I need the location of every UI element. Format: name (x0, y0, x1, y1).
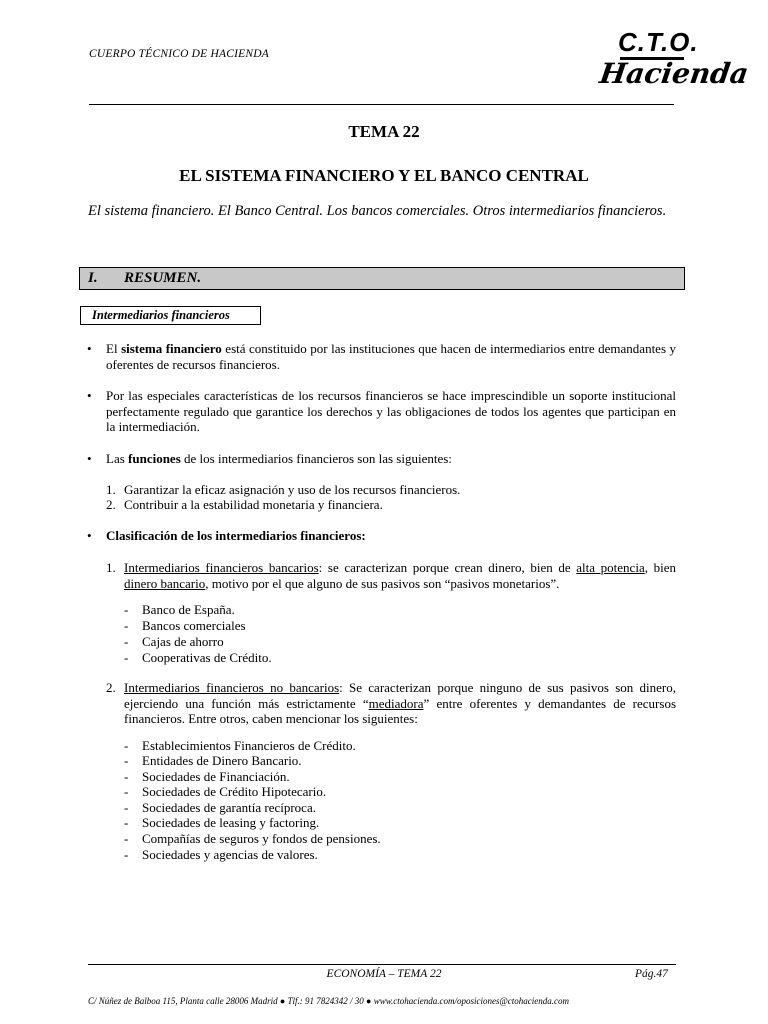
dash-icon: - (124, 738, 129, 753)
footer-address: C/ Núñez de Balboa 115, Planta calle 28006 Madrid ● Tlf.: 91 7824342 / 30 ● www.ctohacienda.com/oposiciones@ctohacienda.com (88, 996, 570, 1006)
dash-icon: - (124, 634, 129, 649)
bold-term: funciones (128, 451, 181, 466)
class-bancarios-text: Intermediarios financieros bancarios: se caracterizan porque crean dinero, bien de alta potencia, bien dinero bancario, motivo por el que alguno de sus pasivos son “pasivos monetarios”. (124, 560, 676, 591)
page-title: EL SISTEMA FINANCIERO Y EL BANCO CENTRAL (179, 166, 589, 185)
section-header (79, 267, 685, 290)
logo-hacienda-text: Hacienda (597, 57, 751, 90)
bullet-icon: • (87, 451, 92, 466)
subsection-box (80, 306, 261, 325)
list-item: Sociedades de Financiación. (142, 769, 290, 784)
dash-icon: - (124, 784, 129, 799)
class-no-bancarios-text: Intermediarios financieros no bancarios: Se caracterizan porque ninguno de sus pasivos son dinero, ejerciendo una función más estrictamente “mediadora” entre oferentes y demandantes de recursos financieros. Entre otros, caben mencionar los siguientes: (124, 680, 676, 726)
list-number: 2. (106, 497, 116, 512)
dash-icon: - (124, 847, 129, 862)
subsection-title: Intermediarios financieros (92, 308, 230, 322)
list-number: 2. (106, 680, 116, 695)
list-item: Compañías de seguros y fondos de pensiones. (142, 831, 381, 846)
section-title: RESUMEN. (124, 270, 202, 286)
footer-divider (88, 964, 676, 965)
list-item: Banco de España. (142, 602, 235, 617)
list-item: Establecimientos Financieros de Crédito. (142, 738, 356, 753)
intro-text: El sistema financiero. El Banco Central. Los bancos comerciales. Otros intermediarios financieros. (88, 203, 667, 219)
list-item: Cajas de ahorro (142, 634, 224, 649)
list-item: Contribuir a la estabilidad monetaria y financiera. (124, 497, 383, 512)
page-number: Pág.47 (635, 968, 668, 980)
list-item: Cooperativas de Crédito. (142, 650, 272, 665)
dash-icon: - (124, 769, 129, 784)
dash-icon: - (124, 800, 129, 815)
paragraph-clasificacion: Clasificación de los intermediarios financieros: (106, 528, 366, 543)
dash-icon: - (124, 753, 129, 768)
list-number: 1. (106, 560, 116, 575)
list-item: Garantizar la eficaz asignación y uso de los recursos financieros. (124, 482, 461, 497)
dash-icon: - (124, 650, 129, 665)
dash-icon: - (124, 602, 129, 617)
dash-icon: - (124, 618, 129, 633)
bullet-icon: • (87, 341, 92, 356)
dash-icon: - (124, 815, 129, 830)
list-item: Sociedades de leasing y factoring. (142, 815, 320, 830)
logo-cto-text: C.T.O. (618, 27, 699, 57)
cto-hacienda-logo (596, 27, 751, 99)
list-number: 1. (106, 482, 116, 497)
paragraph-soporte: Por las especiales características de los recursos financieros se hace imprescindible un soporte institucional perfectamente regulado que garantice los derechos y las obligaciones de todos los agentes que participan en la intermediación. (106, 388, 676, 434)
footer-subject: ECONOMÍA – TEMA 22 (326, 968, 442, 980)
bold-term: sistema financiero (121, 341, 222, 356)
tema-number: TEMA 22 (348, 122, 420, 141)
list-item: Sociedades y agencias de valores. (142, 847, 318, 862)
header-divider (89, 104, 674, 105)
list-item: Entidades de Dinero Bancario. (142, 753, 302, 768)
list-item: Sociedades de Crédito Hipotecario. (142, 784, 327, 799)
dash-icon: - (124, 831, 129, 846)
paragraph-sistema-financiero: El sistema financiero está constituido por las instituciones que hacen de intermediarios entre demandantes y oferentes de recursos financieros. (106, 341, 677, 372)
bullet-icon: • (87, 388, 92, 403)
section-number: I. (88, 270, 98, 286)
list-item: Sociedades de garantía recíproca. (142, 800, 316, 815)
paragraph-funciones: Las funciones de los intermediarios financieros son las siguientes: (106, 451, 452, 466)
bullet-icon: • (87, 528, 92, 543)
list-item: Bancos comerciales (142, 618, 246, 633)
header-title: CUERPO TÉCNICO DE HACIENDA (89, 48, 269, 60)
